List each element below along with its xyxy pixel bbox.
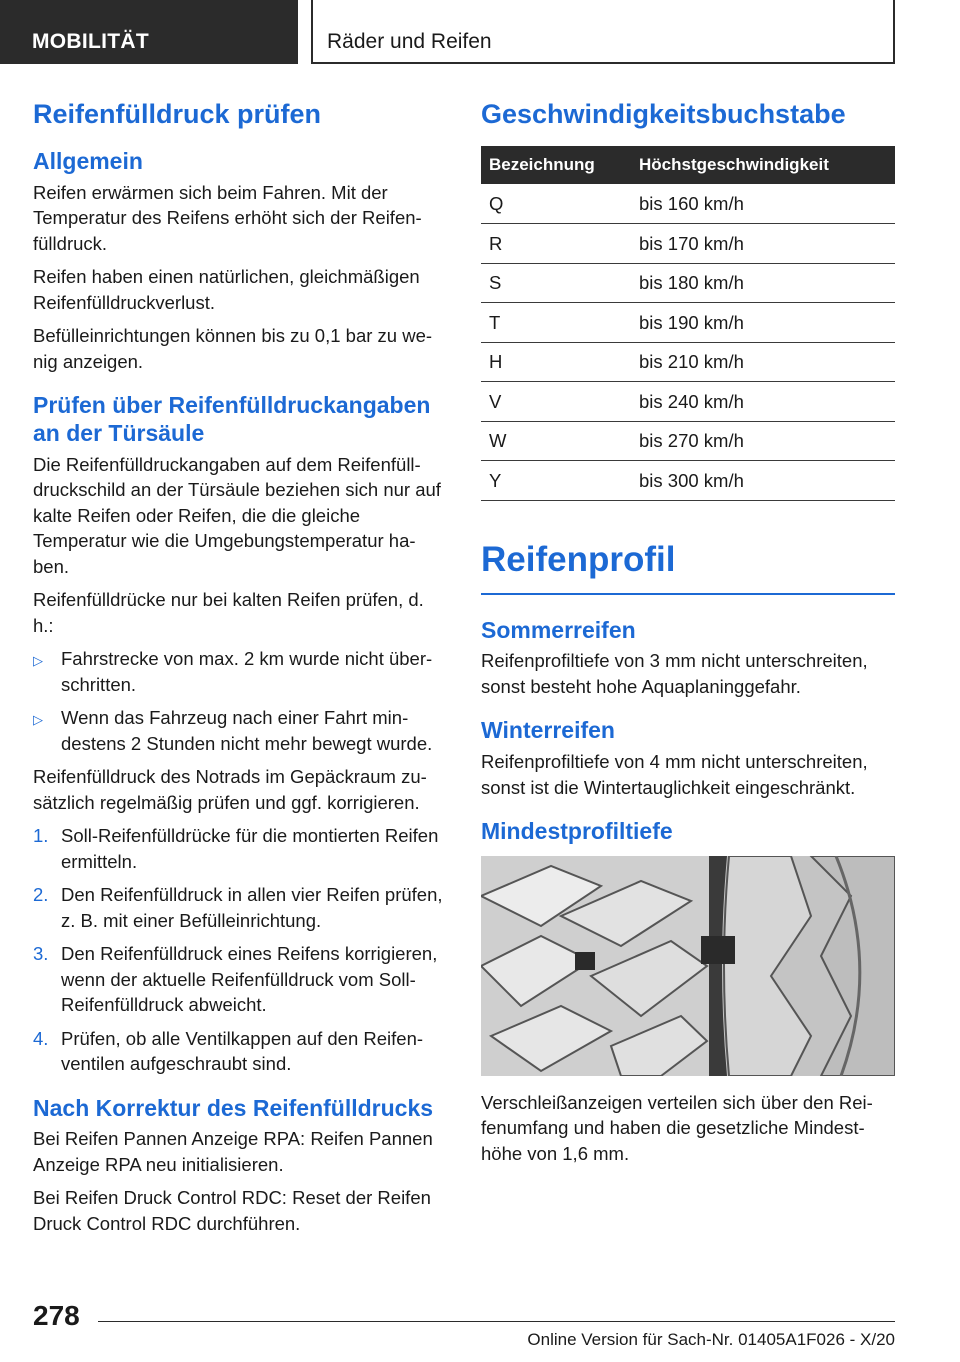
heading-door-pillar: Prüfen über Reifenfülldruckangaben an der Türsäule	[33, 392, 431, 447]
page-number: 278	[33, 1300, 80, 1331]
footer-version-text: Online Version für Sach-Nr. 01405A1F026 - X/20	[527, 1330, 895, 1349]
list-item: 3. Den Reifenfülldruck eines Reifens korrigieren, wenn der aktuelle Reifenfülldruck vom Soll-Reifenfülldruck abweicht.	[33, 943, 438, 1016]
paragraph: Reifen haben einen natürlichen, gleichmäßigen Reifenfülldruckverlust.	[33, 266, 420, 313]
list-item: ▷ Fahrstrecke von max. 2 km wurde nicht überschritten.	[33, 648, 433, 695]
table-row: W bis 270 km/h	[481, 421, 895, 461]
heading-minimum-tread: Mindestprofiltiefe	[481, 818, 673, 845]
table-row: Q bis 160 km/h	[481, 184, 895, 224]
triangle-bullet-icon: ▷	[33, 712, 43, 728]
paragraph: Reifenfülldrücke nur bei kalten Reifen prüfen, d. h.:	[33, 589, 424, 636]
paragraph: Die Reifenfülldruckangaben auf dem Reifenfülldruckschild an der Türsäule beziehen sich nur auf kalte Reifen oder Reifen, die die gleiche Temperatur wie die Umgebungstemperatur haben.	[33, 453, 441, 577]
paragraph: Reifenfülldruck des Notrads im Gepäckraum zusätzlich regelmäßig prüfen und ggf. korrigieren.	[33, 766, 427, 813]
list-item: ▷ Wenn das Fahrzeug nach einer Fahrt mindestens 2 Stunden nicht mehr bewegt wurde.	[33, 707, 433, 754]
heading-after-correction: Nach Korrektur des Reifenfülldrucks	[33, 1094, 434, 1121]
section-title-tire-pressure: Reifenfülldruck prüfen	[33, 99, 322, 129]
list-item: 1. Soll-Reifenfülldrücke für die montierten Reifen ermitteln.	[33, 825, 439, 872]
column-header: Höchstgeschwindigkeit	[631, 146, 895, 184]
table-row: T bis 190 km/h	[481, 303, 895, 343]
right-column	[481, 98, 895, 1174]
section-title-tread: Reifenprofil	[481, 539, 895, 595]
table-row: Y bis 300 km/h	[481, 461, 895, 501]
paragraph: Reifen erwärmen sich beim Fahren. Mit der Temperatur des Reifens erhöht sich der Reifenfülldruck.	[33, 181, 422, 254]
column-header: Bezeichnung	[481, 146, 631, 184]
heading-winter-tires: Winterreifen	[481, 717, 615, 744]
heading-summer-tires: Sommerreifen	[481, 616, 636, 643]
section-tab: MOBILITÄT	[0, 0, 298, 64]
table-row: H bis 210 km/h	[481, 342, 895, 382]
heading-general: Allgemein	[33, 148, 143, 175]
section-title-speed-letter: Geschwindigkeitsbuchstabe	[481, 99, 846, 129]
tread-wear-indicator-image	[481, 856, 895, 1076]
paragraph: Bei Reifen Druck Control RDC: Reset der Reifen Druck Control RDC durchführen.	[33, 1187, 431, 1234]
list-item: 4. Prüfen, ob alle Ventilkappen auf den Reifenventilen aufgeschraubt sind.	[33, 1027, 424, 1075]
paragraph: Befülleinrichtungen können bis zu 0,1 bar zu wenig anzeigen.	[33, 325, 433, 372]
paragraph: Bei Reifen Pannen Anzeige RPA: Reifen Pannen Anzeige RPA neu initialisieren.	[33, 1128, 433, 1175]
list-item: 2. Den Reifenfülldruck in allen vier Reifen prüfen, z. B. mit einer Befülleinrichtung.	[33, 884, 443, 931]
bullet-list	[33, 646, 445, 756]
table-row: R bis 170 km/h	[481, 224, 895, 264]
chapter-title: Räder und Reifen	[311, 0, 895, 64]
speed-rating-table	[481, 146, 895, 501]
image-caption: Verschleißanzeigen verteilen sich über den Reifenumfang und haben die gesetzliche Mindesthöhe von 1,6 mm.	[481, 1091, 873, 1164]
table-header-row	[481, 146, 895, 184]
paragraph: Reifenprofiltiefe von 3 mm nicht unterschreiten, sonst besteht hohe Aquaplaninggefahr.	[481, 650, 868, 697]
table-row: S bis 180 km/h	[481, 263, 895, 303]
paragraph: Reifenprofiltiefe von 4 mm nicht unterschreiten, sonst ist die Wintertauglichkeit eingeschränkt.	[481, 751, 868, 798]
numbered-steps	[33, 823, 445, 1077]
footer-divider	[98, 1321, 895, 1322]
table-row: V bis 240 km/h	[481, 382, 895, 422]
left-column	[33, 98, 445, 1244]
page-header	[0, 0, 960, 66]
triangle-bullet-icon: ▷	[33, 653, 43, 669]
